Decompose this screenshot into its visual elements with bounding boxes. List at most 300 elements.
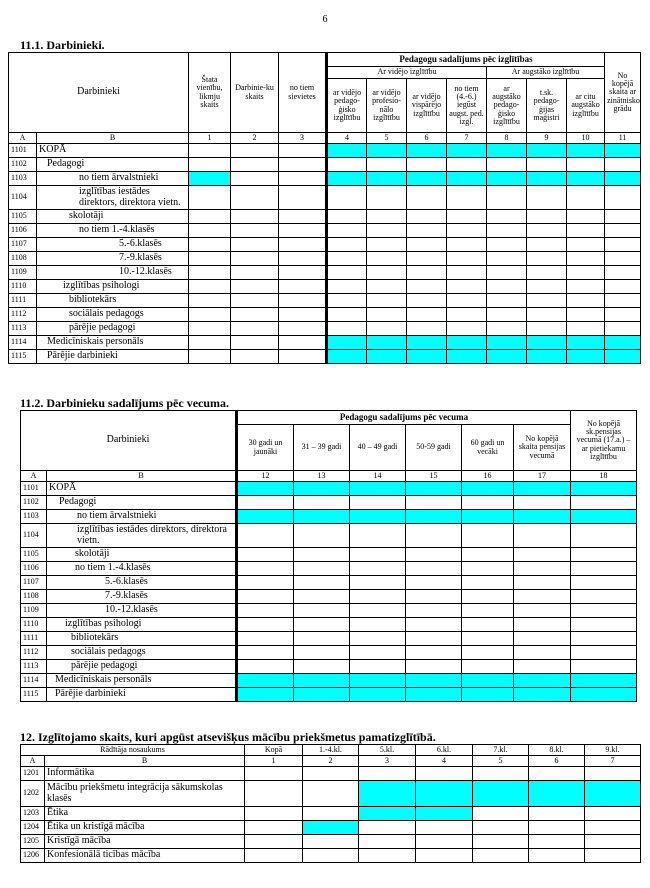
data-cell[interactable] <box>585 821 641 835</box>
data-cell[interactable] <box>367 238 407 252</box>
data-cell[interactable] <box>189 350 231 364</box>
data-cell[interactable] <box>416 767 473 781</box>
data-cell[interactable] <box>327 266 367 280</box>
data-cell[interactable] <box>303 781 359 807</box>
data-cell[interactable] <box>189 224 231 238</box>
data-cell[interactable] <box>605 158 641 172</box>
data-cell[interactable] <box>487 252 527 266</box>
data-cell[interactable] <box>567 210 605 224</box>
data-cell[interactable] <box>279 144 327 158</box>
data-cell[interactable] <box>279 350 327 364</box>
data-cell[interactable] <box>350 688 406 702</box>
data-cell[interactable] <box>605 336 641 350</box>
data-cell[interactable] <box>367 308 407 322</box>
data-cell[interactable] <box>406 674 462 688</box>
data-cell[interactable] <box>367 172 407 186</box>
data-cell[interactable] <box>231 322 279 336</box>
data-cell[interactable] <box>527 144 567 158</box>
data-cell[interactable] <box>585 807 641 821</box>
data-cell[interactable] <box>189 238 231 252</box>
data-cell[interactable] <box>514 660 571 674</box>
data-cell[interactable] <box>567 266 605 280</box>
data-cell[interactable] <box>447 308 487 322</box>
data-cell[interactable] <box>359 835 416 849</box>
data-cell[interactable] <box>367 210 407 224</box>
data-cell[interactable] <box>462 590 514 604</box>
data-cell[interactable] <box>605 308 641 322</box>
data-cell[interactable] <box>367 186 407 210</box>
data-cell[interactable] <box>279 210 327 224</box>
data-cell[interactable] <box>359 781 416 807</box>
data-cell[interactable] <box>367 350 407 364</box>
data-cell[interactable] <box>231 186 279 210</box>
data-cell[interactable] <box>416 835 473 849</box>
data-cell[interactable] <box>571 674 637 688</box>
data-cell[interactable] <box>605 144 641 158</box>
data-cell[interactable] <box>567 336 605 350</box>
data-cell[interactable] <box>327 238 367 252</box>
data-cell[interactable] <box>462 618 514 632</box>
data-cell[interactable] <box>231 350 279 364</box>
data-cell[interactable] <box>406 524 462 548</box>
data-cell[interactable] <box>294 548 350 562</box>
data-cell[interactable] <box>567 280 605 294</box>
data-cell[interactable] <box>462 604 514 618</box>
data-cell[interactable] <box>487 350 527 364</box>
data-cell[interactable] <box>571 496 637 510</box>
data-cell[interactable] <box>514 510 571 524</box>
data-cell[interactable] <box>487 210 527 224</box>
data-cell[interactable] <box>237 548 294 562</box>
data-cell[interactable] <box>327 350 367 364</box>
data-cell[interactable] <box>527 172 567 186</box>
data-cell[interactable] <box>406 576 462 590</box>
data-cell[interactable] <box>447 266 487 280</box>
data-cell[interactable] <box>473 835 529 849</box>
data-cell[interactable] <box>327 336 367 350</box>
data-cell[interactable] <box>407 144 447 158</box>
data-cell[interactable] <box>231 336 279 350</box>
data-cell[interactable] <box>279 158 327 172</box>
data-cell[interactable] <box>303 807 359 821</box>
data-cell[interactable] <box>527 252 567 266</box>
data-cell[interactable] <box>605 172 641 186</box>
data-cell[interactable] <box>359 767 416 781</box>
data-cell[interactable] <box>279 336 327 350</box>
data-cell[interactable] <box>514 618 571 632</box>
data-cell[interactable] <box>567 350 605 364</box>
data-cell[interactable] <box>514 688 571 702</box>
data-cell[interactable] <box>527 308 567 322</box>
data-cell[interactable] <box>279 280 327 294</box>
data-cell[interactable] <box>416 821 473 835</box>
data-cell[interactable] <box>407 224 447 238</box>
data-cell[interactable] <box>605 280 641 294</box>
data-cell[interactable] <box>605 210 641 224</box>
data-cell[interactable] <box>407 186 447 210</box>
data-cell[interactable] <box>359 821 416 835</box>
data-cell[interactable] <box>350 604 406 618</box>
data-cell[interactable] <box>350 576 406 590</box>
data-cell[interactable] <box>571 576 637 590</box>
data-cell[interactable] <box>367 280 407 294</box>
data-cell[interactable] <box>571 632 637 646</box>
data-cell[interactable] <box>567 224 605 238</box>
data-cell[interactable] <box>473 767 529 781</box>
data-cell[interactable] <box>407 238 447 252</box>
data-cell[interactable] <box>245 835 303 849</box>
data-cell[interactable] <box>350 562 406 576</box>
data-cell[interactable] <box>189 144 231 158</box>
data-cell[interactable] <box>585 835 641 849</box>
data-cell[interactable] <box>231 252 279 266</box>
data-cell[interactable] <box>350 660 406 674</box>
data-cell[interactable] <box>303 849 359 863</box>
data-cell[interactable] <box>527 224 567 238</box>
data-cell[interactable] <box>237 496 294 510</box>
data-cell[interactable] <box>462 548 514 562</box>
data-cell[interactable] <box>231 210 279 224</box>
data-cell[interactable] <box>447 252 487 266</box>
data-cell[interactable] <box>237 632 294 646</box>
data-cell[interactable] <box>487 308 527 322</box>
data-cell[interactable] <box>406 632 462 646</box>
data-cell[interactable] <box>237 646 294 660</box>
data-cell[interactable] <box>279 252 327 266</box>
data-cell[interactable] <box>487 294 527 308</box>
data-cell[interactable] <box>527 336 567 350</box>
data-cell[interactable] <box>567 252 605 266</box>
data-cell[interactable] <box>514 646 571 660</box>
data-cell[interactable] <box>407 350 447 364</box>
data-cell[interactable] <box>462 576 514 590</box>
data-cell[interactable] <box>367 224 407 238</box>
data-cell[interactable] <box>567 308 605 322</box>
data-cell[interactable] <box>350 590 406 604</box>
data-cell[interactable] <box>231 144 279 158</box>
data-cell[interactable] <box>294 524 350 548</box>
data-cell[interactable] <box>406 496 462 510</box>
data-cell[interactable] <box>462 632 514 646</box>
data-cell[interactable] <box>529 821 585 835</box>
data-cell[interactable] <box>571 604 637 618</box>
data-cell[interactable] <box>294 562 350 576</box>
data-cell[interactable] <box>571 660 637 674</box>
data-cell[interactable] <box>447 172 487 186</box>
data-cell[interactable] <box>567 144 605 158</box>
data-cell[interactable] <box>189 336 231 350</box>
data-cell[interactable] <box>327 308 367 322</box>
data-cell[interactable] <box>279 308 327 322</box>
data-cell[interactable] <box>407 266 447 280</box>
data-cell[interactable] <box>605 186 641 210</box>
data-cell[interactable] <box>367 144 407 158</box>
data-cell[interactable] <box>350 646 406 660</box>
data-cell[interactable] <box>245 807 303 821</box>
data-cell[interactable] <box>294 604 350 618</box>
data-cell[interactable] <box>473 849 529 863</box>
data-cell[interactable] <box>327 186 367 210</box>
data-cell[interactable] <box>416 849 473 863</box>
data-cell[interactable] <box>327 252 367 266</box>
data-cell[interactable] <box>527 238 567 252</box>
data-cell[interactable] <box>237 562 294 576</box>
data-cell[interactable] <box>350 632 406 646</box>
data-cell[interactable] <box>303 821 359 835</box>
data-cell[interactable] <box>359 849 416 863</box>
data-cell[interactable] <box>571 548 637 562</box>
data-cell[interactable] <box>350 524 406 548</box>
data-cell[interactable] <box>294 632 350 646</box>
data-cell[interactable] <box>245 849 303 863</box>
data-cell[interactable] <box>527 158 567 172</box>
data-cell[interactable] <box>487 186 527 210</box>
data-cell[interactable] <box>462 496 514 510</box>
data-cell[interactable] <box>294 660 350 674</box>
data-cell[interactable] <box>447 224 487 238</box>
data-cell[interactable] <box>237 510 294 524</box>
data-cell[interactable] <box>585 767 641 781</box>
data-cell[interactable] <box>327 210 367 224</box>
data-cell[interactable] <box>527 294 567 308</box>
data-cell[interactable] <box>462 524 514 548</box>
data-cell[interactable] <box>514 524 571 548</box>
data-cell[interactable] <box>279 186 327 210</box>
data-cell[interactable] <box>447 322 487 336</box>
data-cell[interactable] <box>189 294 231 308</box>
data-cell[interactable] <box>487 238 527 252</box>
data-cell[interactable] <box>487 280 527 294</box>
data-cell[interactable] <box>237 674 294 688</box>
data-cell[interactable] <box>529 849 585 863</box>
data-cell[interactable] <box>416 807 473 821</box>
data-cell[interactable] <box>231 294 279 308</box>
data-cell[interactable] <box>571 688 637 702</box>
data-cell[interactable] <box>189 158 231 172</box>
data-cell[interactable] <box>514 496 571 510</box>
data-cell[interactable] <box>487 172 527 186</box>
data-cell[interactable] <box>350 482 406 496</box>
data-cell[interactable] <box>359 807 416 821</box>
data-cell[interactable] <box>527 210 567 224</box>
data-cell[interactable] <box>237 482 294 496</box>
data-cell[interactable] <box>189 186 231 210</box>
data-cell[interactable] <box>327 172 367 186</box>
data-cell[interactable] <box>407 210 447 224</box>
data-cell[interactable] <box>462 688 514 702</box>
data-cell[interactable] <box>279 238 327 252</box>
data-cell[interactable] <box>237 688 294 702</box>
data-cell[interactable] <box>529 767 585 781</box>
data-cell[interactable] <box>514 482 571 496</box>
data-cell[interactable] <box>407 280 447 294</box>
data-cell[interactable] <box>447 280 487 294</box>
data-cell[interactable] <box>406 548 462 562</box>
data-cell[interactable] <box>407 294 447 308</box>
data-cell[interactable] <box>407 252 447 266</box>
data-cell[interactable] <box>294 496 350 510</box>
data-cell[interactable] <box>245 821 303 835</box>
data-cell[interactable] <box>447 350 487 364</box>
data-cell[interactable] <box>294 688 350 702</box>
data-cell[interactable] <box>529 781 585 807</box>
data-cell[interactable] <box>350 496 406 510</box>
data-cell[interactable] <box>527 350 567 364</box>
data-cell[interactable] <box>462 646 514 660</box>
data-cell[interactable] <box>529 835 585 849</box>
data-cell[interactable] <box>350 674 406 688</box>
data-cell[interactable] <box>527 186 567 210</box>
data-cell[interactable] <box>327 158 367 172</box>
data-cell[interactable] <box>231 238 279 252</box>
data-cell[interactable] <box>567 158 605 172</box>
data-cell[interactable] <box>189 322 231 336</box>
data-cell[interactable] <box>447 186 487 210</box>
data-cell[interactable] <box>406 646 462 660</box>
data-cell[interactable] <box>327 294 367 308</box>
data-cell[interactable] <box>350 548 406 562</box>
data-cell[interactable] <box>406 604 462 618</box>
data-cell[interactable] <box>231 158 279 172</box>
data-cell[interactable] <box>487 336 527 350</box>
data-cell[interactable] <box>487 144 527 158</box>
data-cell[interactable] <box>279 266 327 280</box>
data-cell[interactable] <box>279 322 327 336</box>
data-cell[interactable] <box>447 336 487 350</box>
data-cell[interactable] <box>473 807 529 821</box>
data-cell[interactable] <box>231 280 279 294</box>
data-cell[interactable] <box>294 482 350 496</box>
data-cell[interactable] <box>605 266 641 280</box>
data-cell[interactable] <box>367 266 407 280</box>
data-cell[interactable] <box>406 482 462 496</box>
data-cell[interactable] <box>571 482 637 496</box>
data-cell[interactable] <box>571 618 637 632</box>
data-cell[interactable] <box>237 604 294 618</box>
data-cell[interactable] <box>473 781 529 807</box>
data-cell[interactable] <box>189 308 231 322</box>
data-cell[interactable] <box>294 646 350 660</box>
data-cell[interactable] <box>367 294 407 308</box>
data-cell[interactable] <box>605 294 641 308</box>
data-cell[interactable] <box>462 660 514 674</box>
data-cell[interactable] <box>406 510 462 524</box>
data-cell[interactable] <box>407 308 447 322</box>
data-cell[interactable] <box>462 510 514 524</box>
data-cell[interactable] <box>567 172 605 186</box>
data-cell[interactable] <box>487 158 527 172</box>
data-cell[interactable] <box>567 238 605 252</box>
data-cell[interactable] <box>514 548 571 562</box>
data-cell[interactable] <box>514 562 571 576</box>
data-cell[interactable] <box>189 280 231 294</box>
data-cell[interactable] <box>367 322 407 336</box>
data-cell[interactable] <box>529 807 585 821</box>
data-cell[interactable] <box>189 266 231 280</box>
data-cell[interactable] <box>237 618 294 632</box>
data-cell[interactable] <box>237 524 294 548</box>
data-cell[interactable] <box>567 186 605 210</box>
data-cell[interactable] <box>279 294 327 308</box>
data-cell[interactable] <box>605 238 641 252</box>
data-cell[interactable] <box>327 224 367 238</box>
data-cell[interactable] <box>571 590 637 604</box>
data-cell[interactable] <box>462 562 514 576</box>
data-cell[interactable] <box>406 590 462 604</box>
data-cell[interactable] <box>527 280 567 294</box>
data-cell[interactable] <box>189 172 231 186</box>
data-cell[interactable] <box>350 510 406 524</box>
data-cell[interactable] <box>514 604 571 618</box>
data-cell[interactable] <box>189 252 231 266</box>
data-cell[interactable] <box>407 158 447 172</box>
data-cell[interactable] <box>567 294 605 308</box>
data-cell[interactable] <box>462 482 514 496</box>
data-cell[interactable] <box>294 576 350 590</box>
data-cell[interactable] <box>447 144 487 158</box>
data-cell[interactable] <box>514 576 571 590</box>
data-cell[interactable] <box>406 660 462 674</box>
data-cell[interactable] <box>367 252 407 266</box>
data-cell[interactable] <box>407 172 447 186</box>
data-cell[interactable] <box>237 576 294 590</box>
data-cell[interactable] <box>406 688 462 702</box>
data-cell[interactable] <box>231 266 279 280</box>
data-cell[interactable] <box>447 238 487 252</box>
data-cell[interactable] <box>231 172 279 186</box>
data-cell[interactable] <box>303 835 359 849</box>
data-cell[interactable] <box>406 618 462 632</box>
data-cell[interactable] <box>571 524 637 548</box>
data-cell[interactable] <box>350 618 406 632</box>
data-cell[interactable] <box>447 294 487 308</box>
data-cell[interactable] <box>585 849 641 863</box>
data-cell[interactable] <box>189 210 231 224</box>
data-cell[interactable] <box>367 336 407 350</box>
data-cell[interactable] <box>527 322 567 336</box>
data-cell[interactable] <box>473 821 529 835</box>
data-cell[interactable] <box>571 510 637 524</box>
data-cell[interactable] <box>294 510 350 524</box>
data-cell[interactable] <box>303 767 359 781</box>
data-cell[interactable] <box>605 350 641 364</box>
data-cell[interactable] <box>514 632 571 646</box>
data-cell[interactable] <box>327 322 367 336</box>
data-cell[interactable] <box>567 322 605 336</box>
data-cell[interactable] <box>447 210 487 224</box>
data-cell[interactable] <box>367 158 407 172</box>
data-cell[interactable] <box>327 280 367 294</box>
data-cell[interactable] <box>514 590 571 604</box>
data-cell[interactable] <box>571 646 637 660</box>
data-cell[interactable] <box>231 224 279 238</box>
data-cell[interactable] <box>527 266 567 280</box>
data-cell[interactable] <box>245 781 303 807</box>
data-cell[interactable] <box>416 781 473 807</box>
data-cell[interactable] <box>237 590 294 604</box>
data-cell[interactable] <box>605 252 641 266</box>
data-cell[interactable] <box>585 781 641 807</box>
data-cell[interactable] <box>237 660 294 674</box>
data-cell[interactable] <box>245 767 303 781</box>
data-cell[interactable] <box>605 322 641 336</box>
data-cell[interactable] <box>462 674 514 688</box>
data-cell[interactable] <box>294 674 350 688</box>
data-cell[interactable] <box>487 322 527 336</box>
data-cell[interactable] <box>231 308 279 322</box>
data-cell[interactable] <box>294 590 350 604</box>
data-cell[interactable] <box>407 322 447 336</box>
